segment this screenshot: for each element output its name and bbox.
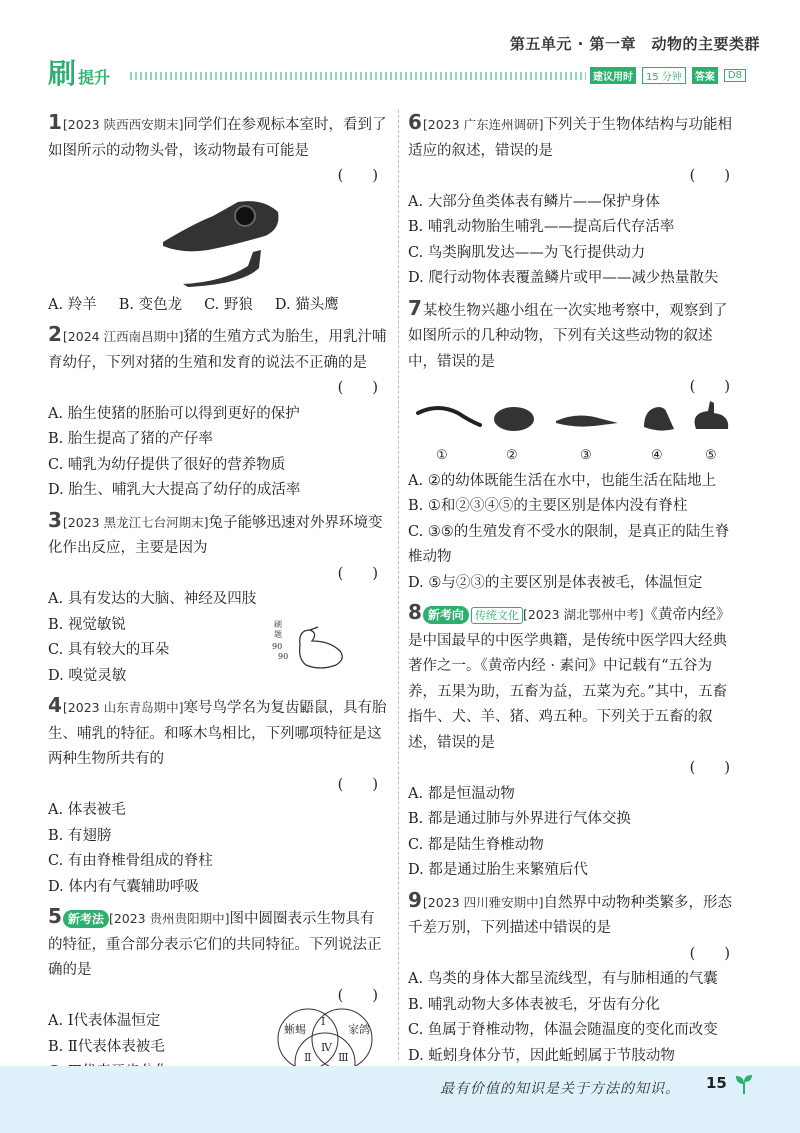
question-6 (408, 110, 740, 292)
left-column (48, 110, 388, 1115)
option-a[interactable]: A. 鸟类的身体大都呈流线型，有与肺相通的气囊 (408, 971, 718, 987)
question-number: 7 (408, 295, 422, 320)
brand-sub: 提升 (78, 68, 111, 87)
question-number: 8 (408, 600, 422, 624)
suggest-label: 建议用时 (590, 67, 636, 84)
option-c[interactable]: C. 具有较大的耳朵 (48, 642, 170, 658)
question-number: 3 (48, 507, 62, 532)
question-number: 6 (408, 110, 422, 134)
answer-page: D8 (724, 69, 746, 82)
answer-paren: ( ) (689, 945, 730, 962)
svg-text:90: 90 (278, 652, 289, 661)
option-c[interactable]: C. 有由脊椎骨组成的脊柱 (48, 853, 213, 869)
answer-paren: ( ) (337, 987, 378, 1004)
question-source: [2023 黑龙江七台河期末] (62, 514, 209, 530)
column-divider (398, 110, 399, 1060)
option-d[interactable]: D. 胎生、哺乳大大提高了幼仔的成活率 (48, 482, 301, 498)
option-b[interactable]: B. 都是通过肺与外界进行气体交换 (408, 811, 631, 827)
option-a[interactable]: A. ②的幼体既能生活在水中，也能生活在陆地上 (408, 472, 717, 489)
options (48, 293, 388, 319)
traditional-culture-tag: 传统文化 (471, 607, 523, 624)
option-c[interactable]: C. 哺乳为幼仔提供了很好的营养物质 (48, 456, 286, 473)
question-text: 某校生物兴趣小组在一次实地考察中，观察到了如图所示的几种动物，下列有关这些动物的叙述中，错误的是 (408, 302, 728, 370)
question-source: [2023 四川雅安期中] (422, 894, 544, 910)
rabbit-icon (695, 401, 729, 429)
option-b[interactable]: B. 有翅膀 (48, 827, 112, 844)
question-4 (48, 693, 388, 900)
label-1: ① (436, 447, 448, 463)
answer-paren: ( ) (337, 565, 378, 582)
option-a[interactable]: A. 体表被毛 (48, 802, 126, 818)
question-7 (408, 296, 740, 597)
option-c[interactable]: C. 鸟类胸肌发达——为飞行提供动力 (408, 244, 646, 261)
option-d[interactable]: D. 猫头鹰 (274, 296, 339, 313)
option-a[interactable]: A. 羚羊 (48, 296, 97, 313)
option-d[interactable]: D. 体内有气囊辅助呼吸 (48, 878, 199, 895)
page-footer (0, 1066, 800, 1133)
option-c[interactable]: C. 都是陆生脊椎动物 (408, 836, 544, 853)
venn-region-2: Ⅱ (304, 1051, 312, 1064)
option-b[interactable]: B. 哺乳动物胎生哺乳——提高后代存活率 (408, 219, 675, 235)
question-source: [2023 陕西西安期末] (62, 117, 184, 132)
question-text: 图中圆圈表示生物具有的特征，重合部分表示它们的共同特征。下列说法正确的是 (48, 911, 382, 978)
page-header (0, 0, 800, 100)
option-c[interactable]: C. ③⑤的生殖发育不受水的限制，是真正的陆生脊椎动物 (408, 523, 730, 565)
dotted-rule (130, 72, 586, 80)
venn-region-4: Ⅳ (321, 1041, 332, 1054)
label-3: ③ (580, 447, 592, 463)
question-text: 同学们在参观标本室时，看到了如图所示的动物头骨，该动物最有可能是 (48, 117, 387, 159)
pigeon-icon (644, 407, 674, 431)
earthworm-icon (418, 408, 480, 425)
venn-region-3: Ⅲ (338, 1051, 349, 1064)
question-text: 自然界中动物种类繁多，形态千差万别，下列描述中错误的是 (408, 894, 732, 936)
option-d[interactable]: D. 都是通过胎生来繁殖后代 (408, 862, 588, 878)
question-text: 猪的生殖方式为胎生，用乳汁哺育幼仔，下列对猪的生殖和发育的说法不正确的是 (48, 329, 387, 371)
option-a[interactable]: A. 大部分鱼类体表有鳞片——保护身体 (408, 193, 660, 210)
footer-motto: 最有价值的知识是关于方法的知识。 (440, 1081, 680, 1097)
question-text: 寒号鸟学名为复齿鼯鼠，具有胎生、哺乳的特征。和啄木鸟相比，下列哪项特征是这两种生物所共有的 (48, 700, 387, 767)
page-number: 15 (706, 1074, 727, 1092)
question-text: 《黄帝内经》是中国最早的中医学典籍，是传统中医学四大经典著作之一。《黄帝内经 · 素问》中记载有“五谷为养，五果为助，五畜为益，五菜为充。”其中，五畜指牛、犬、羊、猪、鸡五种。下列关于五畜的叙述，错误的是 (408, 607, 731, 751)
option-a[interactable]: A. 具有发达的大脑、神经及四肢 (48, 591, 257, 607)
option-b[interactable]: B. 胎生提高了猪的产仔率 (48, 431, 213, 447)
option-a[interactable]: A. Ⅰ代表体温恒定 (48, 1013, 161, 1029)
answer-paren: ( ) (337, 168, 378, 184)
question-2 (48, 322, 388, 504)
question-1 (48, 110, 388, 318)
question-number: 5 (48, 904, 62, 928)
venn-label-lizard: 蜥蜴 (284, 1023, 306, 1036)
option-d[interactable]: D. ⑤与②③的主要区别是体表被毛，体温恒定 (408, 574, 703, 591)
new-direction-badge: 新考向 (423, 606, 469, 624)
option-d[interactable]: D. 蚯蚓身体分节，因此蚯蚓属于节肢动物 (408, 1047, 675, 1064)
question-3 (48, 508, 388, 690)
label-5: ⑤ (705, 447, 717, 463)
option-d[interactable]: D. 嗅觉灵敏 (48, 667, 127, 684)
question-source: [2023 贵州贵阳期中] (108, 911, 230, 926)
label-2: ② (506, 447, 518, 463)
lizard-icon (556, 415, 618, 426)
new-method-badge: 新考法 (63, 910, 109, 928)
skull-figure (153, 194, 283, 289)
right-column (408, 110, 740, 1073)
unit-title: 第五单元 · 第一章 动物的主要类群 (509, 35, 760, 53)
question-number: 2 (48, 322, 62, 346)
venn-region-1: Ⅰ (321, 1015, 326, 1028)
animals-figure (408, 401, 738, 469)
question-number: 1 (48, 110, 62, 134)
option-d[interactable]: D. 爬行动物体表覆盖鳞片或甲——减少热量散失 (408, 270, 719, 286)
label-4: ④ (651, 447, 663, 463)
question-number: 4 (48, 693, 62, 717)
goose-sketch-icon (270, 615, 350, 675)
option-c[interactable]: C. 野狼 (204, 296, 253, 313)
frog-icon (494, 407, 534, 431)
question-source: [2023 广东连州调研] (422, 117, 544, 132)
option-b[interactable]: B. Ⅱ代表体表被毛 (48, 1038, 165, 1055)
option-b[interactable]: B. 变色龙 (118, 296, 183, 313)
question-8 (408, 600, 740, 884)
answer-paren: ( ) (337, 380, 378, 396)
svg-text:题: 题 (274, 630, 282, 639)
svg-text:90: 90 (272, 642, 283, 651)
svg-text:刷: 刷 (274, 620, 282, 629)
question-text: 下列关于生物体结构与功能相适应的叙述，错误的是 (408, 117, 732, 159)
question-source: [2023 山东青岛期中] (62, 700, 184, 715)
option-a[interactable]: A. 胎生使猪的胚胎可以得到更好的保护 (48, 405, 300, 422)
option-c[interactable]: C. 鱼属于脊椎动物，体温会随温度的变化而改变 (408, 1022, 718, 1038)
suggest-time: 15 分钟 (642, 67, 686, 84)
option-b[interactable]: B. 哺乳动物大多体表被毛，牙齿有分化 (408, 996, 660, 1013)
option-b[interactable]: B. 视觉敏锐 (48, 616, 126, 633)
answer-paren: ( ) (337, 776, 378, 793)
answer-label: 答案 (692, 67, 718, 84)
option-b[interactable]: B. ①和②③④⑤的主要区别是体内没有脊柱 (408, 498, 688, 514)
section-brand (48, 58, 110, 88)
question-source: [2024 江西南昌期中] (62, 329, 184, 344)
sprout-icon (732, 1072, 756, 1096)
brand-main: 刷 (48, 57, 77, 90)
time-answer-meta (590, 67, 746, 84)
answer-paren: ( ) (689, 379, 730, 395)
question-9 (408, 888, 740, 1070)
question-source: [2023 湖北鄂州中考] (522, 607, 644, 622)
venn-label-pigeon: 家鸽 (348, 1023, 370, 1036)
answer-paren: ( ) (689, 760, 730, 776)
option-a[interactable]: A. 都是恒温动物 (408, 785, 515, 802)
answer-paren: ( ) (689, 168, 730, 184)
question-text: 兔子能够迅速对外界环境变化作出反应，主要是因为 (48, 514, 383, 556)
question-number: 9 (408, 887, 422, 912)
